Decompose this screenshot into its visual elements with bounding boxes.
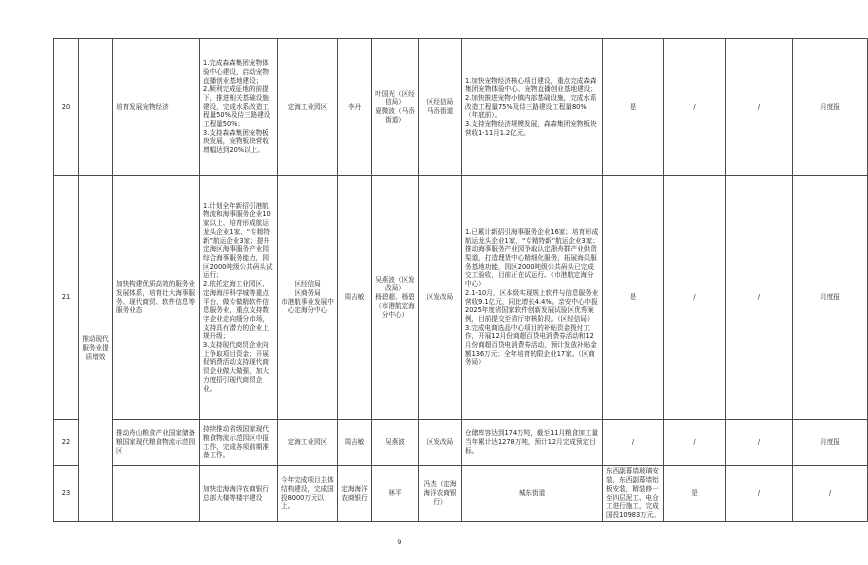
completed-cell: 是	[664, 466, 726, 522]
frequency-cell: 月度报	[793, 176, 868, 420]
row-number: 23	[54, 466, 79, 522]
completed-cell: 是	[603, 39, 664, 176]
category-cell	[113, 466, 200, 522]
flag-cell: /	[726, 420, 793, 466]
progress-cell: 仓储库容达到174万吨，截至11月粮食加工量当年累计达1278万吨，预计12月完成预定目标。	[462, 420, 603, 466]
lead-unit-cell: 区经信局 区商务局 市港航事业发展中心定海分中心	[278, 176, 338, 420]
row-number: 22	[54, 420, 79, 466]
leader-cell: 周吉敏	[338, 176, 372, 420]
page-number: 9	[397, 538, 402, 546]
row-number: 21	[54, 176, 79, 420]
lead-unit-cell: 定海工业园区	[278, 420, 338, 466]
progress-cell: 1.加快宠物经济核心项目建设，重点完成森森集团宠物体验中心、宠物直播创业基地建设； 2.加快推进宠物小镇内部基础设施，完成水系改造工程量75%及侍三路建设工程量80%（年底前）。 3.支持宠物经济规模发展，森森集团宠物板块营收1-11月1.2亿元。	[462, 39, 603, 176]
flag-cell: /	[726, 466, 793, 522]
frequency-cell: 月度报	[793, 420, 868, 466]
leader-cell: 林平	[372, 466, 419, 522]
flag-cell: /	[664, 39, 726, 176]
task-cell: 推动舟山粮食产业国家储备粮国家现代粮食物流示范园区	[113, 420, 200, 466]
partner-cell: 区发改局	[419, 176, 462, 420]
contact-cell: 吴燕波	[372, 420, 419, 466]
flag-cell: /	[793, 466, 868, 522]
task-table	[53, 38, 868, 522]
leader-cell: 李丹	[338, 39, 372, 176]
flag-cell: /	[726, 39, 793, 176]
task-cell: 加快构建优质高效的服务业发展体系，培育壮大海事服务、现代商贸、软件信息等服务业态	[113, 176, 200, 420]
progress-cell: 东西副幕墙玻璃安装，东西副幕墙铝板安装，精装修一至四层泥工、电仓工进行施工，完成国投10983万元。	[603, 466, 664, 522]
partner-cell: 区发改局	[419, 420, 462, 466]
task-cell: 加快定海海洋农商银行总部大楼等楼宇建设	[200, 466, 278, 522]
row-number: 20	[54, 39, 79, 176]
table-row	[54, 176, 868, 420]
table-row	[54, 466, 868, 522]
lead-unit-cell: 定海海洋农商银行	[338, 466, 372, 522]
flag-cell: /	[664, 420, 726, 466]
lead-unit-cell: 定海工业园区	[278, 39, 338, 176]
leader-cell: 周吉敏	[338, 420, 372, 466]
partner-cell: 区经信局 马岙街道	[419, 39, 462, 176]
goal-cell: 今年完成项目主体结构建设，完成国投8000万元以上。	[278, 466, 338, 522]
frequency-cell: 月度报	[793, 39, 868, 176]
contact-cell: 冯杰（定海海洋农商银行）	[419, 466, 462, 522]
contact-cell: 叶国光（区经信局） 夏微波（马岙街道）	[372, 39, 419, 176]
completed-cell: 是	[603, 176, 664, 420]
category-cell	[79, 39, 113, 176]
table-row	[54, 39, 868, 176]
completed-cell: /	[603, 420, 664, 466]
task-cell: 培育发展宠物经济	[113, 39, 200, 176]
contact-cell: 吴燕波（区发改局） 杨碧超、杨碧（市港航定海分中心）	[372, 176, 419, 420]
progress-cell: 1.已累计新招引海事服务企业16家；培育形成航运龙头企业1家，“专精特新”航运企业3家；推动海事服务产业园争取认定浙舟群产业供货渠道，打造理货中心精细化服务，拓展海员服务基地功能，园区2000吨级公共码头已完成交工验收，目前正在试运行。（市港航定海分中心） 2.1-10月，区本级实现规上软件与信息服务业营收9.1亿元，同比增长4.4%。亲安中心申报2025年度省国家软件创新发展试验区优秀案例，目前提交至省厅审核阶段。（区经信局） 3.完成电商选品中心项目的补贴资金拨付工作，开展12月份商超百贷电消费券活动和12月份商超百贷电消费券活动，预计发放补贴金额136万元；全年培育的限企业17家。（区商务局）	[462, 176, 603, 420]
category-cell: 推动现代服务业提质增效	[79, 176, 113, 522]
goal-cell: 1.完成森森集团宠物体验中心建设，启动宠物直播创业基地建设； 2.顺利完成征地的前提下，推进相关基础设施建设，完成水系改造工程量50%及侍三路建设工程量50%； 3.支持森森集团宠物板块发展，宠物板块营收增幅达到20%以上。	[200, 39, 278, 176]
table-row	[54, 420, 868, 466]
flag-cell: /	[664, 176, 726, 420]
goal-cell: 持续推动省级国家现代粮食物流示范园区申报工作，完成各项前期准备工作。	[200, 420, 278, 466]
flag-cell: /	[726, 176, 793, 420]
partner-cell: 城东街道	[462, 466, 603, 522]
goal-cell: 1.计划全年新招引港航物流和海事服务企业10家以上、培育形成航运龙头企业1家、“专精特新”航运企业3家；提升定海区海事服务产业园综合海事服务能力，园区2000吨级公共码头试运行； 2.依托定海工业园区、定海海洋科学城等重点平台，做专做精软件信息服务业，重点支持数字企业走向细分市场，支持具有潜力的企业上规升级； 3.支持现代商贸企业向上争取项目资金；开展促销费活动支持现代商贸企业做大做强，加大力度招引现代商贸企业。	[200, 176, 278, 420]
